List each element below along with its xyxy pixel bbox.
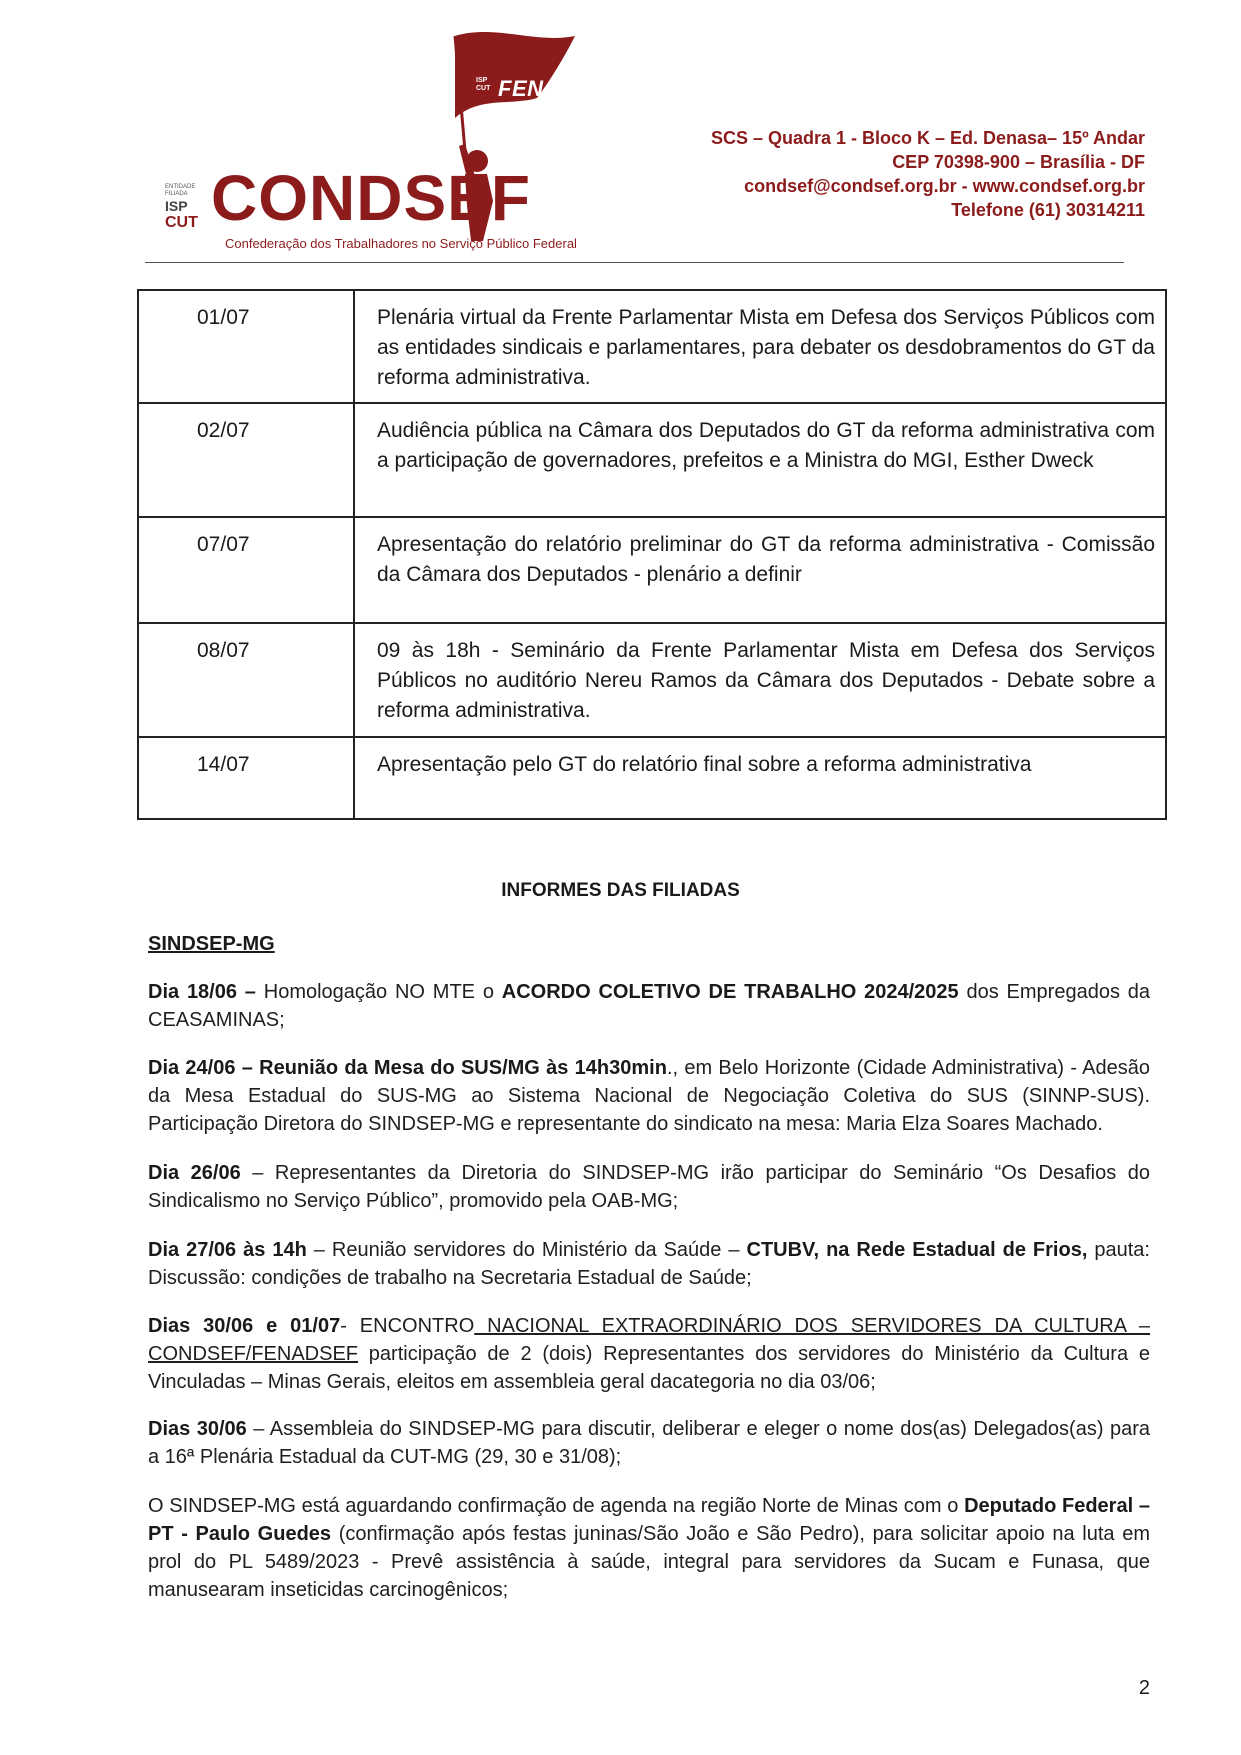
logo-block	[165, 26, 621, 256]
section-title: INFORMES DAS FILIADAS	[501, 880, 740, 901]
news-item: Dia 24/06 – Reunião da Mesa do SUS/MG às 14h30min., em Belo Horizonte (Cidade Administrativa) - Adesão da Mesa Estadual do SUS-MG ao Sistema Nacional de Negociação Coletiva do SUS (SINNP-SUS). Participação Diretora do SINDSEP-MG e representante do sindicato na mesa: Maria Elza Soares Machado.	[148, 1057, 1151, 1135]
agenda-date: 08/07	[138, 623, 354, 737]
table-row	[138, 403, 1166, 517]
contact-block	[711, 126, 1145, 222]
agenda-table	[137, 289, 1167, 820]
cep-line: CEP 70398-900 – Brasília - DF	[892, 152, 1145, 172]
fenadsef-logo-text: FENADSEF	[498, 76, 621, 101]
condsef-logo-text: CONDSEF	[211, 162, 531, 234]
header-divider	[145, 262, 1124, 263]
news-item: Dia 18/06 – Homologação NO MTE o ACORDO COLETIVO DE TRABALHO 2024/2025 dos Empregados da CEASAMINAS;	[148, 981, 1151, 1031]
news-item: Dia 27/06 às 14h – Reunião servidores do Ministério da Saúde – CTUBV, na Rede Estadual de Frios, pauta: Discussão: condições de trabalho na Secretaria Estadual de Saúde;	[148, 1239, 1150, 1289]
cut-logo-text: CUT	[165, 214, 198, 231]
agenda-date: 07/07	[138, 517, 354, 623]
table-row	[138, 737, 1166, 819]
table-row	[138, 517, 1166, 623]
agenda-description: Apresentação pelo GT do relatório final sobre a reforma administrativa	[354, 737, 1166, 819]
table-row	[138, 290, 1166, 403]
isp-logo-text: ISP	[165, 198, 188, 214]
agenda-description: Apresentação do relatório preliminar do GT da reforma administrativa - Comissão da Câmara dos Deputados - plenário a definir	[354, 517, 1166, 623]
affiliation-small-text: ENTIDADE FILIADA	[165, 184, 196, 197]
news-item: Dia 26/06 – Representantes da Diretoria do SINDSEP-MG irão participar do Seminário “Os Desafios do Sindicalismo no Serviço Público”, promovido pela OAB-MG;	[148, 1162, 1150, 1212]
condsef-subtitle: Confederação dos Trabalhadores no Serviço Público Federal	[225, 236, 577, 251]
affiliation-mark	[165, 184, 209, 232]
agenda-description: Plenária virtual da Frente Parlamentar Mista em Defesa dos Serviços Públicos com as entidades sindicais e parlamentares, para debater os desdobramentos do GT da reforma administrativa.	[354, 290, 1166, 403]
news-item: Dias 30/06 – Assembleia do SINDSEP-MG para discutir, deliberar e eleger o nome dos(as) Delegados(as) para a 16ª Plenária Estadual da CUT-MG (29, 30 e 31/08);	[148, 1418, 1150, 1468]
subsection-title: SINDSEP-MG	[148, 933, 275, 955]
agenda-date: 02/07	[138, 403, 354, 517]
news-item: Dias 30/06 e 01/07- ENCONTRO NACIONAL EXTRAORDINÁRIO DOS SERVIDORES DA CULTURA – CONDSEF/FENADSEF participação de 2 (dois) Representantes dos servidores do Ministério da Cultura e Vinculadas – Minas Gerais, eleitos em assembleia geral dacategoria no dia 03/06;	[148, 1315, 1151, 1393]
agenda-description: 09 às 18h - Seminário da Frente Parlamentar Mista em Defesa dos Serviços Públicos no auditório Nereu Ramos da Câmara dos Deputados - Debate sobre a reforma administrativa.	[354, 623, 1166, 737]
agenda-date: 14/07	[138, 737, 354, 819]
agenda-description: Audiência pública na Câmara dos Deputados do GT da reforma administrativa com a participação de governadores, prefeitos e a Ministra do MGI, Esther Dweck	[354, 403, 1166, 517]
address-line: SCS – Quadra 1 - Bloco K – Ed. Denasa– 15º Andar	[710, 128, 1145, 148]
page-number: 2	[1138, 1677, 1150, 1699]
phone-line: Telefone (61) 30314211	[951, 200, 1145, 220]
news-item: O SINDSEP-MG está aguardando confirmação de agenda na região Norte de Minas com o Deputado Federal – PT - Paulo Guedes (confirmação após festas juninas/São João e São Pedro), para solicitar apoio na luta em prol do PL 5489/2023 - Prevê assistência à saúde, integral para servidores da Sucam e Funasa, que manusearam inseticidas carcinogênicos;	[148, 1495, 1150, 1601]
agenda-date: 01/07	[138, 290, 354, 403]
table-row	[138, 623, 1166, 737]
fenadsef-tag: ISP CUT	[476, 77, 491, 92]
email-website-line[interactable]: condsef@condsef.org.br - www.condsef.org.br	[744, 176, 1145, 196]
